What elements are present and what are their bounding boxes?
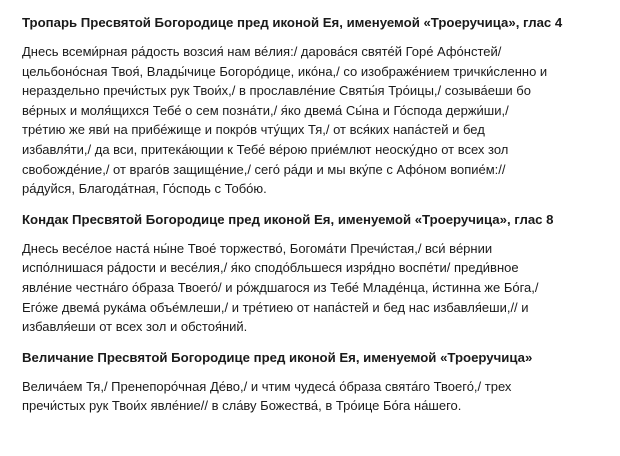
text-line: ра́дуйся, Благода́тная, Го́сподь с Тобо́ю. xyxy=(22,181,267,197)
troparion-heading: Тропарь Пресвятой Богородице пред иконой Ея, именуемой «Троеручица», глас 4 xyxy=(22,15,563,30)
magnification-text xyxy=(22,377,600,416)
troparion-text xyxy=(22,42,600,199)
text-line: ве́рных и моля́щихся Тебе́ о сем позна́ти,/ я́ко двема́ Сы́на и Го́спода держи́ши,/ xyxy=(22,102,509,118)
text-line: избавля́еши от всех зол и обстоя́ний. xyxy=(22,319,248,335)
text-line: свобожде́ние,/ от враго́в защище́ние,/ сего́ ра́ди и мы вку́пе с Афо́ном вопие́м:// xyxy=(22,161,506,177)
text-line: нераздельно пречи́стых рук Твои́х,/ в прославле́ние Святы́я Тро́ицы,/ созыва́еши бо xyxy=(22,83,531,99)
text-line: Велича́ем Тя,/ Пренепоро́чная Де́во,/ и чтим чудеса́ о́браза свята́го Твоего́,/ трех xyxy=(22,378,512,394)
text-line: цельбоно́сная Твоя́, Влады́чице Богоро́дице, ико́на,/ со изображе́нием трички́сленно и xyxy=(22,63,548,79)
text-line: явле́ние честна́го о́браза Твоего́/ и ро́ждшагося из Тебе́ Младе́нца, и́стинна же Бо́га,/ xyxy=(22,279,539,295)
text-line: избавля́ти,/ да вси, притека́ющии к Тебе́ ве́рою прие́млют неоску́дно от всех зол xyxy=(22,141,509,157)
kontakion-text xyxy=(22,239,600,337)
kontakion-heading: Кондак Пресвятой Богородице пред иконой Ея, именуемой «Троеручица», глас 8 xyxy=(22,211,554,227)
text-line: пречи́стых рук Твои́х явле́ние// в сла́ву Божества́, в Тро́ице Бо́га на́шего. xyxy=(22,398,462,414)
text-line: Днесь всеми́рная ра́дость возсия́ нам ве́лия:/ дарова́ся святе́й Горе́ Афо́нстей/ xyxy=(22,44,502,59)
text-line: Его́же двема́ рука́ма объе́млеши,/ и тре́тиею от напа́стей и бед нас избавля́еши,// и xyxy=(22,299,529,315)
text-line: тре́тию же яви́ на прибе́жище и покро́в чту́щих Тя,/ от вся́ких напа́стей и бед xyxy=(22,122,485,138)
text-line: испо́лнишася ра́дости и весе́лия,/ я́ко сподо́бльшеся изря́дно воспе́ти/ преди́вное xyxy=(22,260,519,276)
magnification-heading: Величание Пресвятой Богородице пред иконой Ея, именуемой «Троеручица» xyxy=(22,349,533,365)
text-line: Днесь весе́лое наста́ ны́не Твое́ торжество́, Богома́ти Пречи́стая,/ вси́ ве́рнии xyxy=(22,240,493,256)
